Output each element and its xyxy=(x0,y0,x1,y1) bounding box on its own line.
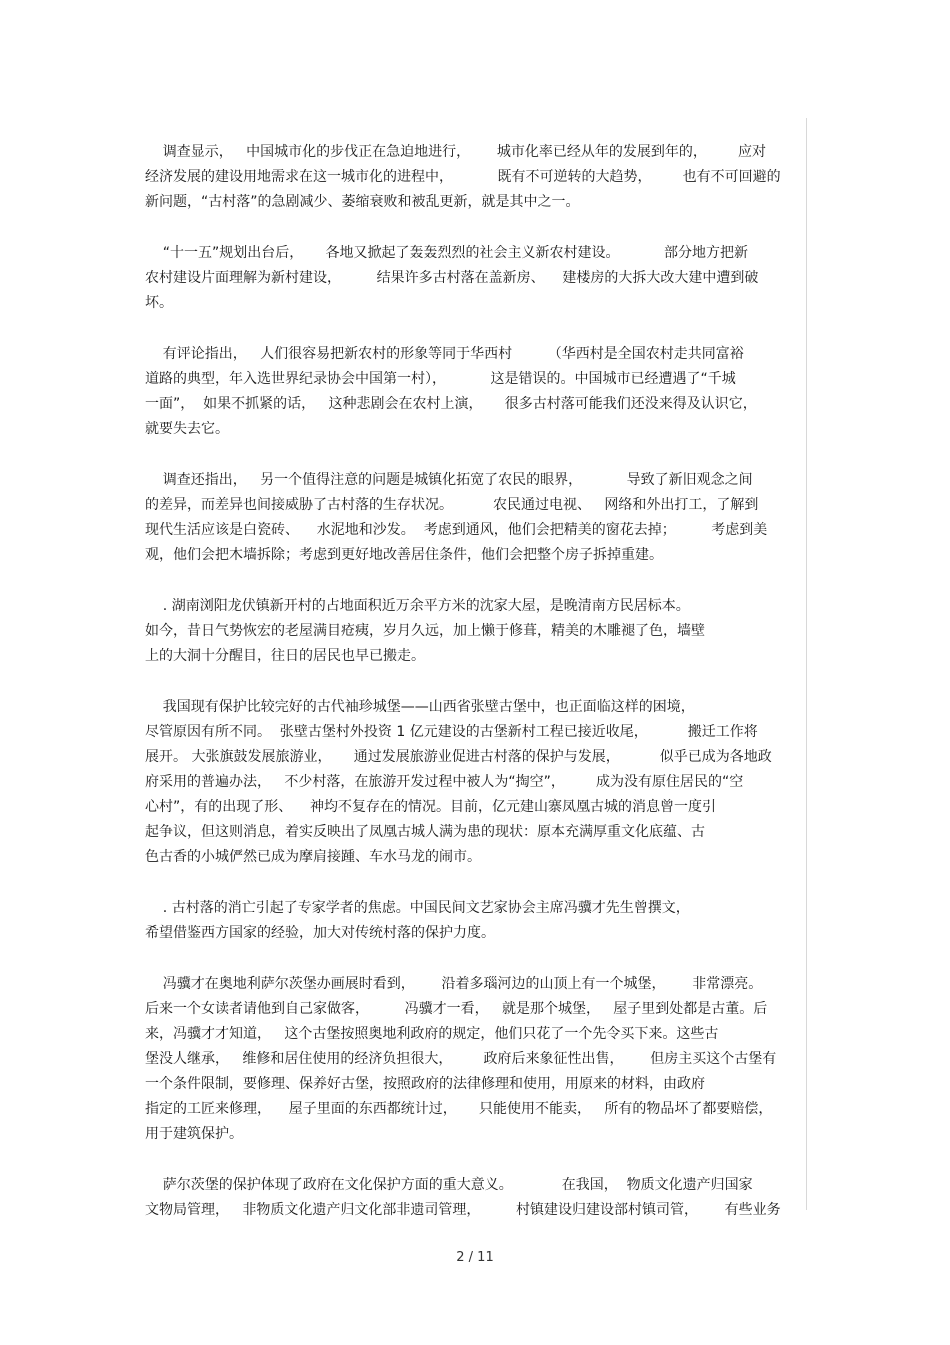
text-line: 经济发展的建设用地需求在这一城市化的进程中， 既有不可逆转的大趋势， 也有不可回避的 xyxy=(145,169,781,185)
text-line: 道路的典型，年入选世界纪录协会中国第一村）， 这是错误的。中国城市已经遭遇了“千城 xyxy=(145,371,736,387)
text-line: 新问题，“古村落”的急剧减少、萎缩衰败和被乱更新，就是其中之一。 xyxy=(145,194,580,210)
text-line: 尽管原因有所不同。 张壁古堡村外投资 1 亿元建设的古堡新村工程已接近收尾， 搬迁工作将 xyxy=(145,724,758,740)
text-line: 堡没人继承， 维修和居住使用的经济负担很大， 政府后来象征性出售， 但房主买这个古堡有 xyxy=(145,1051,777,1067)
text-line: 文物局管理， 非物质文化遗产归文化部非遗司管理， 村镇建设归建设部村镇司管， 有些业务 xyxy=(145,1202,781,1218)
text-line: 府采用的普遍办法， 不少村落，在旅游开发过程中被人为“掏空”， 成为没有原住居民的“空 xyxy=(145,774,744,790)
text-line: 现代生活应该是白瓷砖、 水泥地和沙发。 考虑到通风，他们会把精美的窗花去掉； 考虑到美 xyxy=(145,522,768,538)
text-line: 用于建筑保护。 xyxy=(145,1126,243,1142)
text-line: 如今，昔日气势恢宏的老屋满目疮痍，岁月久远，加上懒于修葺，精美的木雕褪了色，墙壁 xyxy=(145,623,705,639)
text-line: 调查还指出， 另一个值得注意的问题是城镇化拓宽了农民的眼界， 导致了新旧观念之间 xyxy=(145,472,753,488)
paragraph xyxy=(145,468,805,568)
text-line: 展开。 大张旗鼓发展旅游业， 通过发展旅游业促进古村落的保护与发展， 似乎已成为各地政 xyxy=(145,749,772,765)
paragraph xyxy=(145,342,805,442)
text-line: 冯骥才在奥地利萨尔茨堡办画展时看到， 沿着多瑙河边的山顶上有一个城堡， 非常漂亮。 xyxy=(145,976,763,992)
text-line: 色古香的小城俨然已成为摩肩接踵、车水马龙的闹市。 xyxy=(145,849,481,865)
paragraph xyxy=(145,594,805,669)
page-number: 2 / 11 xyxy=(456,1250,494,1265)
paragraph xyxy=(145,972,805,1147)
text-line: “十一五”规划出台后， 各地又掀起了轰轰烈烈的社会主义新农村建设。 部分地方把新 xyxy=(145,245,749,261)
paragraph xyxy=(145,140,805,215)
text-line: 坏。 xyxy=(145,295,173,311)
text-line: 的差异，而差异也间接威胁了古村落的生存状况。 农民通过电视、 网络和外出打工，了解到 xyxy=(145,497,759,513)
paragraph xyxy=(145,695,805,870)
text-line: 指定的工匠来修理， 屋子里面的东西都统计过， 只能使用不能卖， 所有的物品坏了都要赔偿， xyxy=(145,1101,773,1117)
text-line: 上的大洞十分醒目，往日的居民也早已搬走。 xyxy=(145,648,425,664)
paragraph xyxy=(145,1173,805,1223)
text-line: 就要失去它。 xyxy=(145,421,229,437)
text-line: 我国现有保护比较完好的古代袖珍城堡——山西省张壁古堡中，也正面临这样的困境， xyxy=(145,699,695,715)
text-line: 观，他们会把木墙拆除；考虑到更好地改善居住条件，他们会把整个房子拆掉重建。 xyxy=(145,547,663,563)
text-line: 起争议，但这则消息，着实反映出了凤凰古城人满为患的现状：原本充满厚重文化底蕴、古 xyxy=(145,824,705,840)
paragraph xyxy=(145,241,805,316)
text-line: 后来一个女读者请他到自己家做客， 冯骥才一看， 就是那个城堡， 屋子里到处都是古董。后 xyxy=(145,1001,768,1017)
text-line: 萨尔茨堡的保护体现了政府在文化保护方面的重大意义。 在我国， 物质文化遗产归国家 xyxy=(145,1177,753,1193)
text-line: 有评论指出， 人们很容易把新农村的形象等同于华西村 （华西村是全国农村走共同富裕 xyxy=(145,346,744,362)
text-line: 心村”，有的出现了形、 神均不复存在的情况。目前，亿元建山寨凤凰古城的消息曾一度引 xyxy=(145,799,717,815)
text-line: 来，冯骥才才知道， 这个古堡按照奥地利政府的规定，他们只花了一个先令买下来。这些古 xyxy=(145,1026,719,1042)
paragraph xyxy=(145,896,805,946)
text-line: . 湖南浏阳龙伏镇新开村的占地面积近万余平方米的沈家大屋，是晚清南方民居标本。 xyxy=(145,598,690,614)
page-edge-rule xyxy=(806,118,807,1210)
text-line: 希望借鉴西方国家的经验，加大对传统村落的保护力度。 xyxy=(145,925,495,941)
text-line: 一个条件限制，要修理、保养好古堡，按照政府的法律修理和使用，用原来的材料，由政府 xyxy=(145,1076,705,1092)
text-line: 一面”， 如果不抓紧的话， 这种悲剧会在农村上演， 很多古村落可能我们还没来得及认识它， xyxy=(145,396,757,412)
document-body xyxy=(145,140,805,1249)
text-line: 农村建设片面理解为新村建设， 结果许多古村落在盖新房、 建楼房的大拆大改大建中遭到破 xyxy=(145,270,759,286)
text-line: 调查显示， 中国城市化的步伐正在急迫地进行， 城市化率已经从年的发展到年的， 应对 xyxy=(145,144,767,160)
text-line: . 古村落的消亡引起了专家学者的焦虑。中国民间文艺家协会主席冯骥才先生曾撰文， xyxy=(145,900,690,916)
